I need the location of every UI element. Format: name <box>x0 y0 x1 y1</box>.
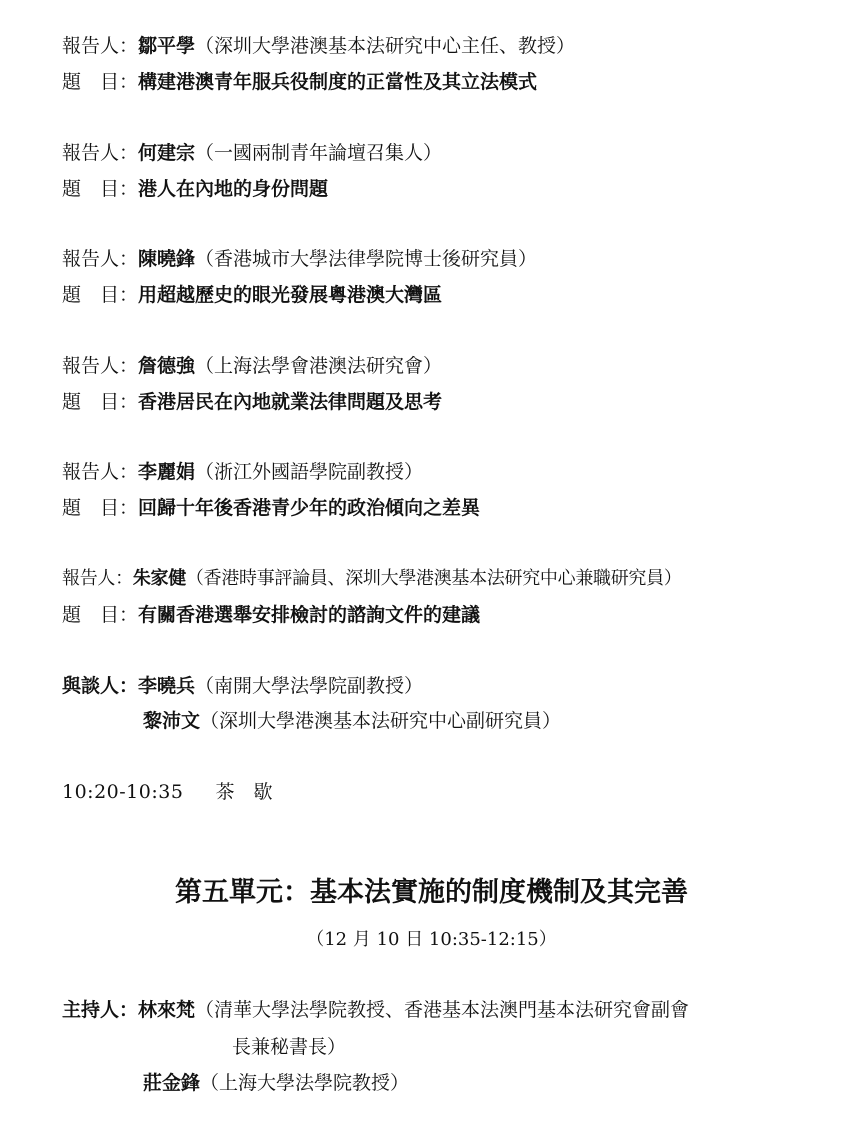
topic-label: 題 目： <box>62 391 139 413</box>
break-time: 10:20-10:35 <box>62 781 184 803</box>
topic-title: 回歸十年後香港青少年的政治傾向之差異 <box>138 497 481 519</box>
reporter-label: 報告人： <box>62 461 139 483</box>
topic-line <box>62 177 328 201</box>
topic-line <box>62 283 442 307</box>
topic-line <box>62 70 537 94</box>
host-affiliation: （清華大學法學院教授、香港基本法澳門基本法研究會副會 <box>195 999 690 1021</box>
reporter-name: 朱家健 <box>132 568 186 589</box>
topic-title: 用超越歷史的眼光發展粵港澳大灣區 <box>138 284 443 306</box>
reporter-line <box>62 567 682 591</box>
discussant-line <box>62 674 423 698</box>
host-affiliation-continued <box>232 1035 346 1059</box>
reporter-line <box>62 141 442 165</box>
reporter-label: 報告人： <box>62 248 139 270</box>
reporter-label: 報告人： <box>62 35 139 57</box>
break-label: 茶 歇 <box>215 781 273 803</box>
discussant-affiliation: （南開大學法學院副教授） <box>195 675 424 697</box>
host-affiliation: 長兼秘書長） <box>232 1036 347 1058</box>
reporter-affiliation: （香港時事評論員、深圳大學港澳基本法研究中心兼職研究員） <box>185 568 682 589</box>
reporter-line <box>62 460 423 484</box>
topic-title: 有關香港選舉安排檢討的諮詢文件的建議 <box>138 604 481 626</box>
reporter-affiliation: （深圳大學港澳基本法研究中心主任、教授） <box>195 35 576 57</box>
topic-label: 題 目： <box>62 497 139 519</box>
host-affiliation: （上海大學法學院教授） <box>200 1072 410 1094</box>
topic-line <box>62 390 442 414</box>
topic-label: 題 目： <box>62 71 139 93</box>
topic-title: 港人在內地的身份問題 <box>138 178 329 200</box>
topic-label: 題 目： <box>62 604 139 626</box>
section-date: （12 月 10 日 10:35-12:15） <box>306 929 557 950</box>
topic-title: 構建港澳青年服兵役制度的正當性及其立法模式 <box>138 71 538 93</box>
discussant-label: 與談人： <box>62 675 139 697</box>
reporter-label: 報告人： <box>62 142 139 164</box>
topic-line <box>62 496 480 520</box>
reporter-name: 陳曉鋒 <box>138 248 196 270</box>
reporter-line <box>62 354 442 378</box>
break-line <box>62 780 272 804</box>
topic-title: 香港居民在內地就業法律問題及思考 <box>138 391 443 413</box>
reporter-line <box>62 34 575 58</box>
topic-label: 題 目： <box>62 178 139 200</box>
reporter-name: 何建宗 <box>138 142 196 164</box>
topic-label: 題 目： <box>62 284 139 306</box>
host-line <box>143 1071 409 1095</box>
discussant-line <box>143 709 561 733</box>
reporter-affiliation: （香港城市大學法律學院博士後研究員） <box>195 248 538 270</box>
host-label: 主持人： <box>62 999 139 1021</box>
reporter-name: 詹德強 <box>138 355 196 377</box>
host-line <box>62 998 689 1022</box>
discussant-affiliation: （深圳大學港澳基本法研究中心副研究員） <box>200 710 562 732</box>
reporter-affiliation: （一國兩制青年論壇召集人） <box>195 142 443 164</box>
host-name: 林來梵 <box>138 999 196 1021</box>
reporter-affiliation: （浙江外國語學院副教授） <box>195 461 424 483</box>
reporter-line <box>62 247 537 271</box>
reporter-name: 鄒平學 <box>138 35 196 57</box>
reporter-label: 報告人： <box>62 568 133 589</box>
reporter-name: 李麗娟 <box>138 461 196 483</box>
discussant-name: 黎沛文 <box>143 710 201 732</box>
host-name: 莊金鋒 <box>143 1072 201 1094</box>
discussant-name: 李曉兵 <box>138 675 196 697</box>
topic-line <box>62 603 480 627</box>
reporter-affiliation: （上海法學會港澳法研究會） <box>195 355 443 377</box>
section-title: 第五單元：基本法實施的制度機制及其完善 <box>175 877 688 908</box>
reporter-label: 報告人： <box>62 355 139 377</box>
